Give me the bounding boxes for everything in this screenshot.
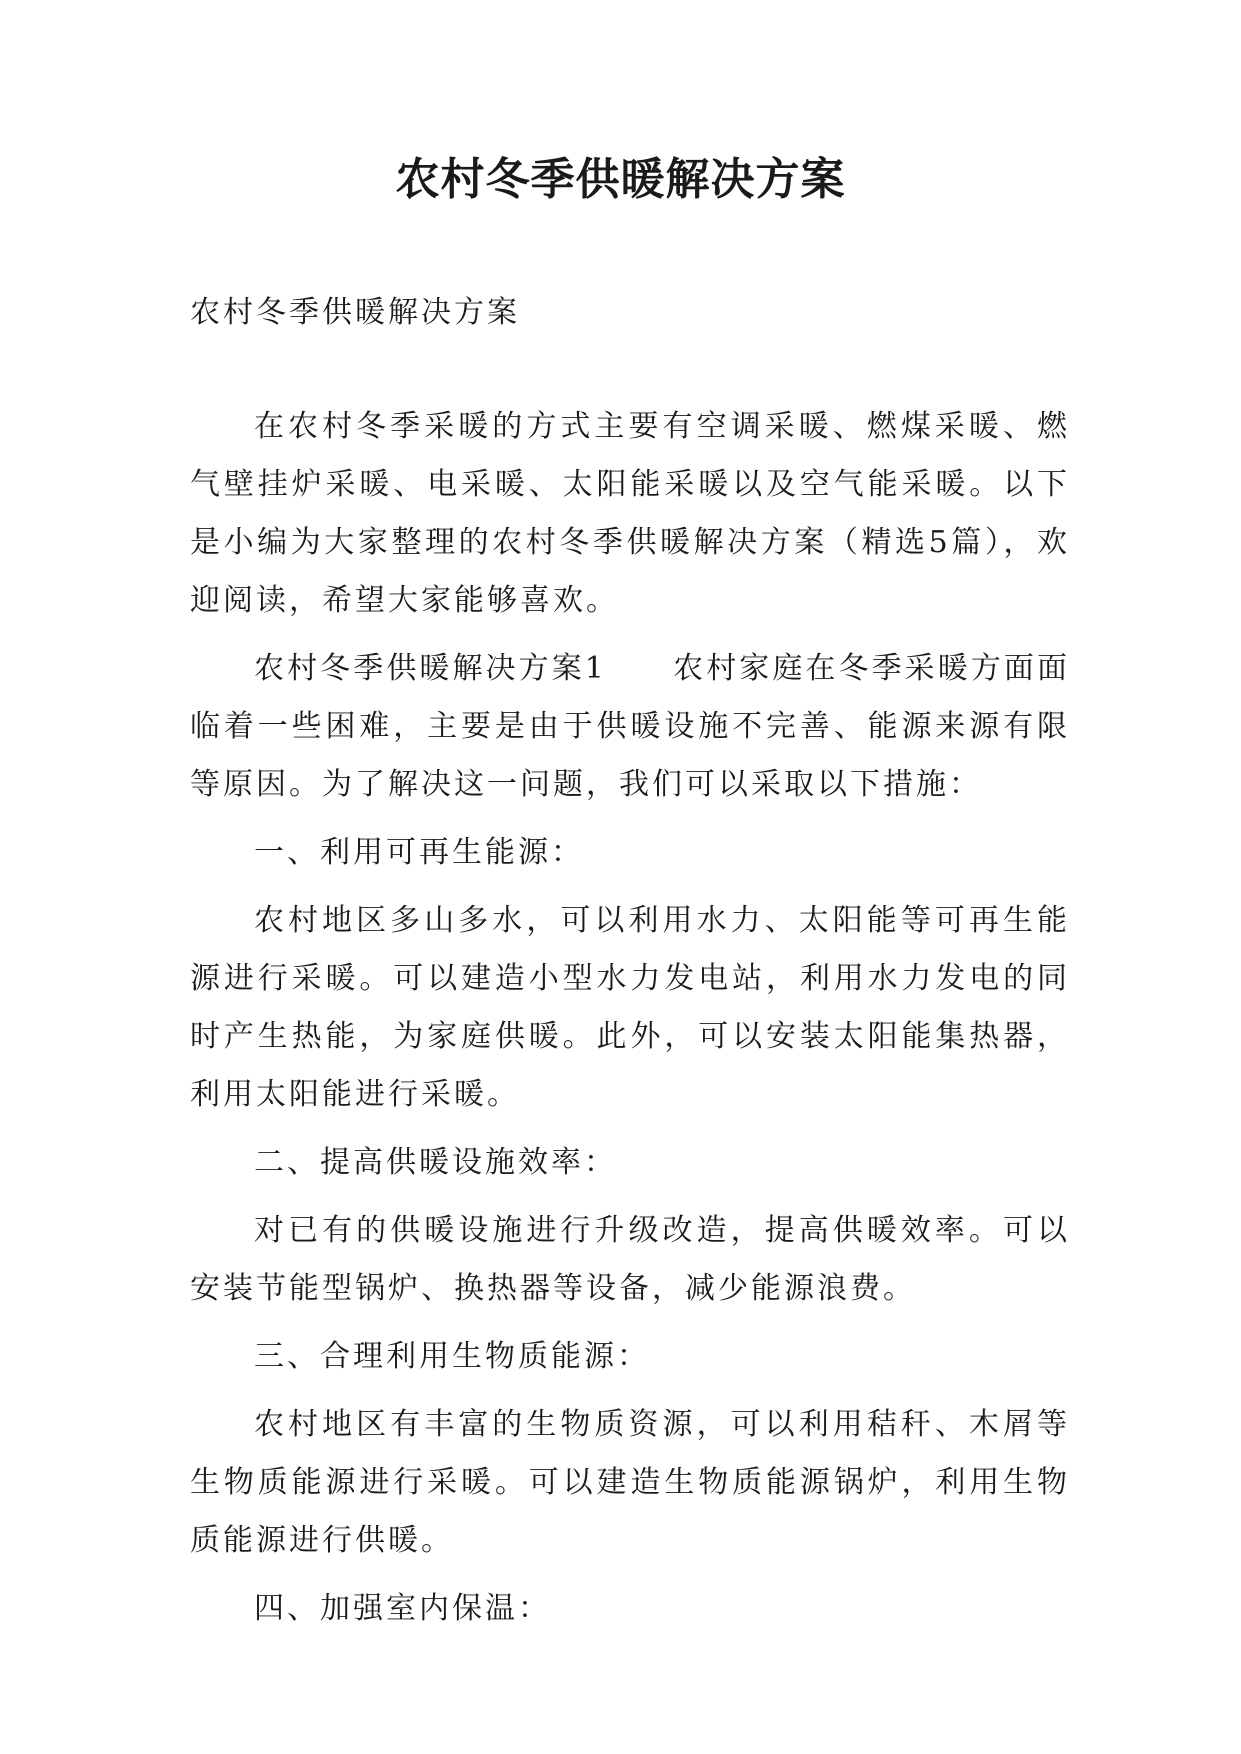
document-subtitle: 农村冬季供暖解决方案 <box>190 295 520 330</box>
document-body <box>190 398 1070 1648</box>
paragraph-renewable: 农村地区多山多水，可以利用水力、太阳能等可再生能源进行采暖。可以建造小型水力发电站，利用水力发电的同时产生热能，为家庭供暖。此外，可以安装太阳能集热器，利用太阳能进行采暖。 <box>190 903 1070 1112</box>
paragraph-biomass: 农村地区有丰富的生物质资源，可以利用秸秆、木屑等生物质能源进行采暖。可以建造生物质能源锅炉，利用生物质能源进行供暖。 <box>190 1407 1070 1558</box>
section-heading-biomass: 三、合理利用生物质能源： <box>254 1339 650 1374</box>
document-title: 农村冬季供暖解决方案 <box>395 154 846 205</box>
paragraph-intro: 在农村冬季采暖的方式主要有空调采暖、燃煤采暖、燃气壁挂炉采暖、电采暖、太阳能采暖以及空气能采暖。以下是小编为大家整理的农村冬季供暖解决方案（精选5篇），欢迎阅读，希望大家能够喜欢。 <box>190 409 1070 618</box>
section-heading-insulation: 四、加强室内保温： <box>254 1591 551 1626</box>
section-heading-efficiency: 二、提高供暖设施效率： <box>254 1145 617 1180</box>
section-heading-renewable: 一、利用可再生能源： <box>254 835 584 870</box>
paragraph-efficiency: 对已有的供暖设施进行升级改造，提高供暖效率。可以安装节能型锅炉、换热器等设备，减少能源浪费。 <box>190 1213 1070 1306</box>
paragraph-plan-1: 农村冬季供暖解决方案1 农村家庭在冬季采暖方面面临着一些困难，主要是由于供暖设施不完善、能源来源有限等原因。为了解决这一问题，我们可以采取以下措施： <box>190 651 1070 802</box>
